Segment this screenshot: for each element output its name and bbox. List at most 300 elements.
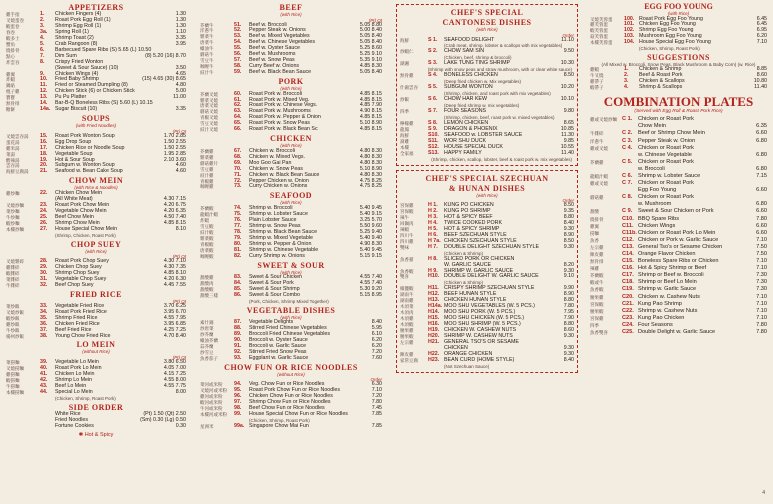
item-price: 9.35: [563, 207, 574, 214]
item-number: 87.: [234, 319, 242, 326]
item-chinese-name: 叉燒蛋卷: [6, 17, 24, 23]
item-number: 17.: [40, 144, 48, 151]
item-price: 4.30 7.35: [163, 263, 186, 270]
item-chinese-name: 燒排骨: [590, 216, 604, 222]
item-price: 8.50: [563, 72, 574, 79]
item-chinese-name: 雞或叉燒: [590, 181, 608, 187]
item-number: C 6.: [622, 172, 633, 179]
item-name: DOUBLE DELIGHT W. GARLIC SAUCE: [444, 273, 539, 280]
item-number: S 9.: [428, 125, 438, 132]
item-chinese-name: 蠔油芥蘭: [200, 338, 218, 344]
item-price: 11.10: [561, 36, 574, 43]
item-name: (Chicken & Shrimp): [444, 280, 484, 286]
item-price: 4.75 8.25: [359, 177, 382, 184]
item-price: 7.30: [756, 286, 767, 293]
item-chinese-name: 唐菜叉燒: [200, 103, 218, 109]
item-chinese-name: 牛河或米粉: [200, 406, 223, 412]
item-price: [572, 364, 574, 370]
item-number: 4.: [624, 84, 629, 91]
item-chinese-name: 本樓: [400, 144, 409, 150]
item-name: Roast Pork Wonton Soup: [55, 132, 115, 139]
item-name: Curry Shrimp w. Onions: [249, 252, 305, 259]
item-number: 6.: [40, 46, 45, 53]
item-chinese-name: 牛炒麵: [6, 214, 20, 220]
item-price: 9.50: [563, 48, 574, 55]
item-chinese-name: 菜湯: [6, 151, 15, 157]
item-number: 33.: [40, 302, 48, 309]
item-name: Chicken Wings: [638, 222, 676, 229]
item-name: KUNG PO SHRIMP: [444, 207, 491, 214]
item-price: 8.50: [563, 237, 574, 244]
item-name: GENERAL TSO'S OR SESAME: [444, 338, 519, 345]
item-name: MOO SHU SHRIMP (W. 5 PCS.): [444, 321, 521, 328]
item-name: DRAGON & PHOENIX: [444, 125, 498, 132]
item-number: 79.: [234, 234, 242, 241]
beef-header: (Pt) Qt: [368, 17, 382, 23]
item-chinese-name: 糖餅: [6, 107, 15, 113]
item-chinese-name: 檸檬雞: [400, 120, 414, 126]
item-name: SHRIMP W. GARLIC SAUCE: [444, 267, 514, 274]
item-name: (Chicken, beef, shrimp & broccoli): [444, 55, 512, 61]
item-chinese-name: 雲吞湯: [6, 163, 20, 169]
menu-item: [590, 258, 767, 265]
item-price: 7.10: [756, 236, 767, 243]
item-chinese-name: 牛雜碎: [590, 131, 604, 137]
item-price: 11.00: [173, 94, 186, 101]
item-name: Barbecued Spare Ribs (S) 5.65 (L) 10.50: [55, 46, 152, 53]
pork-subtitle: (with Rice): [280, 86, 302, 92]
item-name: (Shrimp, Chicken, Roast Pork): [55, 232, 116, 238]
item-chinese-name: 四川牛: [400, 232, 414, 238]
item-chinese-name: 甜酸雞: [200, 275, 214, 280]
item-name: Broccoli Fried Chinese Vegetables: [249, 331, 330, 338]
item-number: C 8.: [622, 194, 633, 201]
item-number: S 5.: [428, 84, 438, 91]
item-price: (15) 4.65 (30) 8.65: [142, 76, 186, 83]
item-number: 78.: [234, 228, 242, 235]
item-name: Roast Pork w. Mushrooms: [249, 108, 311, 115]
item-price: 7.10: [756, 258, 767, 265]
item-number: 24.: [40, 207, 48, 214]
item-number: 3.: [624, 78, 629, 85]
cantonese-subtitle: (with Rice): [476, 27, 498, 32]
menu-item: [590, 85, 767, 91]
item-price: 5.15 9.15: [359, 252, 382, 259]
item-price: 8.85: [756, 66, 767, 73]
item-number: H22.: [428, 350, 440, 357]
item-chinese-name: 豉汁牛: [200, 70, 214, 76]
item-number: 31.: [40, 275, 48, 282]
item-name: Beef w. Chinese Vegetables: [249, 39, 315, 46]
item-price: 7.10: [756, 300, 767, 307]
item-name: Shrimp w. Mixed Vegetable: [249, 234, 313, 241]
item-number: [428, 364, 444, 370]
item-chinese-name: 雜菜叉燒: [200, 97, 218, 103]
item-price: 6.80: [756, 151, 767, 158]
chicken-list: [200, 149, 382, 191]
item-price: 6.20: [756, 33, 767, 40]
item-number: H14.: [428, 309, 440, 316]
item-name: Roast Pork w. Pepper & Onion: [249, 114, 321, 121]
item-price: 4.55 7.40: [359, 274, 382, 280]
item-price: 4.55 8.00: [163, 376, 186, 383]
item-number: 61.: [234, 96, 242, 103]
item-chinese-name: 本樓炒麵: [6, 226, 24, 232]
item-price: 4.85 8.15: [359, 90, 382, 97]
item-name: Sweet & Sour Combo: [249, 291, 300, 298]
szechuan-box: [396, 170, 578, 373]
item-number: 86.: [234, 291, 242, 298]
item-price: 4.80 8.30: [359, 153, 382, 160]
chicken-title: CHICKEN: [270, 134, 312, 144]
item-number: 15.: [40, 132, 48, 139]
item-name: CHICKEN HUNAN STYLE: [444, 297, 507, 304]
item-name: Chicken Lo Mein: [55, 370, 95, 377]
item-name: Beef w. Mixed Vegetables: [249, 33, 310, 40]
item-chinese-name: 蝦蛋卷: [6, 23, 20, 29]
item-number: 80.: [234, 240, 242, 247]
item-name: Roast Pork w. Broccoli: [249, 90, 302, 97]
item-price: 4.85 7.90: [359, 102, 382, 109]
item-number: [420, 157, 431, 163]
item-number: 82.: [234, 252, 242, 259]
item-name: Stirred Fried Snow Peas: [249, 349, 307, 356]
item-number: 68.: [234, 153, 242, 160]
item-number: C22.: [622, 307, 634, 314]
menu-item: [590, 329, 767, 336]
item-price: 8.10: [175, 225, 186, 232]
item-price: 11.40: [754, 84, 767, 91]
suggestions-list: [590, 67, 767, 91]
item-chinese-name: 湖南雞: [400, 298, 414, 304]
item-name: BONELESS CHICKEN: [444, 72, 498, 79]
item-name: Shrimp w. Pepper & Onion: [249, 240, 312, 247]
szechuan-title-2: & HUNAN DISHES: [448, 183, 526, 193]
item-name: Vegetable Chop Suey: [55, 275, 107, 282]
item-chinese-name: 芥蘭蝦: [200, 205, 214, 211]
item-name: Chicken Chop Suey: [55, 263, 102, 270]
item-number: 91.: [234, 343, 242, 350]
item-name: Chicken w. Cashew Nuts: [638, 293, 700, 300]
beef-subtitle: (with Rice): [280, 12, 302, 17]
item-number: 88.: [234, 325, 242, 332]
menu-item: [590, 315, 767, 322]
sweet-sour-list: [200, 275, 382, 305]
item-chinese-name: [590, 123, 622, 130]
item-name: Shrimp w. Broccoli: [249, 204, 293, 211]
menu-item: [6, 424, 186, 430]
item-chinese-name: 左宗雞: [400, 339, 414, 345]
item-number: 71.: [234, 171, 242, 178]
item-chinese-name: 宮保蝦: [400, 208, 414, 214]
item-price: [184, 233, 186, 239]
item-name: Beef w. Black Bean Sauce: [249, 69, 312, 76]
item-chinese-name: 雙喜: [400, 274, 409, 280]
item-chinese-name: [590, 46, 624, 52]
item-number: H12.: [428, 291, 440, 298]
menu-item: [590, 201, 767, 208]
item-price: 9.30: [563, 350, 574, 357]
side-order-title: SIDE ORDER: [68, 402, 124, 412]
item-chinese-name: 雞蝦: [590, 67, 599, 73]
item-number: S 7.: [428, 107, 438, 114]
item-chinese-name: 叉燒炒飯: [6, 309, 24, 315]
item-name: Chicken & Scallops: [639, 78, 685, 85]
menu-item: [590, 244, 767, 251]
item-number: H14a.: [428, 303, 443, 310]
item-chinese-name: 叉燒雲吞湯: [6, 133, 29, 139]
item-number: 98.: [234, 405, 242, 412]
item-chinese-name: 雪豆蝦: [200, 223, 214, 229]
item-chinese-name: 芥蘭牛: [200, 22, 214, 28]
item-price: 10.10: [560, 96, 574, 103]
item-name: Shrimp w. Lobster Sauce: [638, 172, 701, 179]
item-price: 3.50: [175, 64, 186, 71]
item-chinese-name: 菜炒飯: [6, 303, 20, 309]
item-name: (Chicken, Shrimp, Roast Pork): [639, 46, 700, 52]
item-name: (All White Meat): [55, 195, 93, 202]
item-name: Special Lo Mein: [55, 388, 93, 395]
item-chinese-name: 蠔油牛: [200, 46, 214, 52]
item-price: 1.70 2.85: [163, 132, 186, 139]
pork-title: PORK: [278, 77, 304, 87]
item-number: 81.: [234, 246, 242, 253]
item-number: 44.: [40, 388, 48, 395]
item-price: 9.30: [563, 225, 574, 232]
item-chinese-name: 木須菜: [400, 304, 414, 310]
item-number: 101.: [624, 21, 635, 28]
item-chinese-name: 魚香蝦: [590, 287, 604, 293]
appetizers-title: APPETIZERS: [68, 3, 124, 12]
item-price: 9.90: [563, 285, 574, 292]
item-chinese-name: 芥蘭雞: [200, 148, 214, 154]
item-price: 6.60: [756, 222, 767, 229]
item-chinese-name: 雞芙蓉蛋: [590, 22, 608, 28]
item-name: HAPPY FAMILY: [444, 149, 482, 156]
item-chinese-name: 海鮮豆腐湯: [6, 169, 29, 175]
item-name: Shrimp or Beef Lo Mein: [638, 279, 697, 286]
item-number: 83.: [234, 274, 242, 280]
item-name: Beef w. Oyster Sauce: [249, 45, 300, 52]
item-price: 9.10: [563, 273, 574, 280]
item-chinese-name: 宮保蝦: [590, 301, 604, 307]
item-number: [40, 396, 55, 402]
item-number: C25.: [622, 329, 634, 336]
item-chinese-name: 雞河或米粉: [200, 394, 223, 400]
item-name: WOR SHU DUCK: [444, 137, 487, 144]
item-name: Shrimp w. Chinese Vegetable: [249, 246, 319, 253]
item-price: 7.85: [371, 411, 382, 418]
item-name: Chicken Stick (6) or Chicken Stick: [55, 88, 135, 95]
menu-item: [590, 145, 767, 152]
item-chinese-name: 雜菜雞: [200, 154, 214, 160]
item-name: HOT & SPICY SHRIMP: [444, 225, 500, 232]
item-price: [380, 299, 382, 305]
item-number: 103.: [624, 33, 635, 40]
item-price: 4.85 8.15: [359, 114, 382, 121]
item-name: House Special Egg Foo Young: [639, 39, 711, 46]
item-price: 5.05 8.40: [359, 69, 382, 76]
item-name: Crab Rangoon (8): [55, 40, 98, 47]
item-price: 4.30 7.10: [163, 258, 186, 264]
item-name: Shrimp or Beef w. Broccoli: [638, 272, 704, 279]
item-name: (Chicken, Shrimp, Roast Pork): [249, 418, 310, 424]
item-number: S12.: [428, 143, 439, 150]
item-chinese-name: 雙味: [400, 244, 409, 250]
item-chinese-name: 牛撈麵: [6, 383, 20, 389]
item-price: 4.60: [175, 168, 186, 175]
item-price: 11.30: [561, 131, 574, 138]
item-price: 8.00: [175, 388, 186, 395]
item-number: 97.: [234, 399, 242, 406]
item-chinese-name: 雞翼: [6, 71, 15, 77]
item-number: 2.: [40, 16, 45, 23]
menu-item: [6, 283, 186, 289]
item-name: TWICE COOKED PORK: [444, 219, 502, 226]
item-chinese-name: [590, 187, 622, 194]
item-chinese-name: [400, 364, 428, 370]
item-name: FOUR SEASONS: [444, 107, 487, 114]
item-chinese-name: 蝦炒飯: [6, 315, 20, 321]
item-chinese-name: 咖喱牛: [200, 64, 214, 70]
item-number: 85.: [234, 285, 242, 292]
item-price: 9.80: [563, 107, 574, 114]
item-chinese-name: 雪豆叉燒: [200, 121, 218, 127]
item-name: MOO SHU CHICKEN (W. 5 PCS.): [444, 315, 525, 322]
item-chinese-name: 菜撈麵: [6, 359, 20, 365]
item-chinese-name: 陳皮雞: [400, 351, 414, 357]
chow-mein-list: [6, 191, 186, 239]
sweet-sour-subtitle: (with Rice): [280, 269, 302, 275]
item-name: Pepper Chicken w. Onion: [249, 177, 309, 184]
item-name: Roast Pork w. Chinese Vegs.: [249, 102, 318, 109]
item-price: 7.80: [756, 329, 767, 336]
item-chinese-name: 叉燒芙蓉蛋: [590, 16, 613, 22]
item-name: Chicken or Pork w. Garlic Sauce: [638, 236, 719, 243]
item-number: C11.: [622, 222, 634, 229]
item-number: H 3.: [428, 213, 438, 220]
item-chinese-name: 雪豆雞: [200, 166, 214, 172]
item-number: H21.: [428, 338, 440, 345]
item-name: Chicken or Roast Pork: [638, 116, 694, 123]
item-chinese-name: 菇芙蓉蛋: [590, 34, 608, 40]
lo-mein-subtitle: (without Rice): [82, 349, 110, 355]
egg-foo-young-subtitle: (with Rice): [667, 11, 690, 16]
item-number: 35.: [40, 314, 48, 321]
item-price: 8.80: [563, 213, 574, 220]
item-number: [622, 187, 638, 194]
item-number: H13.: [428, 297, 440, 304]
item-number: C 4.: [622, 144, 633, 151]
item-name: Sugar Biscuit (10): [55, 106, 98, 113]
item-name: HOT & SPICY BEEF: [444, 213, 493, 220]
item-price: 1.30: [175, 11, 186, 17]
item-number: H11.: [428, 285, 439, 292]
item-price: 9.30: [563, 267, 574, 274]
item-price: 8.80: [563, 297, 574, 304]
item-chinese-name: 腰果蝦: [400, 333, 414, 339]
item-name: Seafood w. Bean Cake Soup: [55, 168, 123, 175]
item-number: H15.: [428, 315, 440, 322]
item-name: Fried or Steamed Dumpling (8): [55, 82, 128, 89]
item-price: 6.35: [756, 123, 767, 130]
item-chinese-name: 棍子雞: [6, 89, 20, 95]
item-name: CHOW HAR KEW: [444, 96, 487, 103]
chow-fun-subtitle: (without Rice): [277, 371, 305, 377]
item-chinese-name: 楊州炒飯: [6, 333, 24, 339]
item-name: Roast Pork Egg Roll (1): [55, 16, 111, 23]
item-chinese-name: 炒飯: [400, 97, 409, 103]
item-name: BBQ Spare Ribs: [638, 215, 680, 222]
menu-item: [590, 46, 767, 52]
item-name: White Rice: [55, 410, 81, 417]
item-number: 14.: [40, 100, 48, 107]
item-chinese-name: 甜酸三樣: [200, 292, 218, 298]
item-number: 63.: [234, 108, 242, 115]
item-price: [765, 180, 767, 187]
item-price: (Pt) 1.50 (Qt) 2.50: [143, 410, 186, 417]
item-price: 5.00 8.40: [359, 27, 382, 34]
item-number: 27.: [40, 225, 48, 232]
item-name: Singapore Chow Mai Fun: [249, 423, 309, 430]
item-number: H 2.: [428, 207, 438, 214]
item-name: Spring Roll (1): [55, 28, 89, 35]
item-chinese-name: 牛炒飯: [6, 327, 20, 333]
item-chinese-name: 青椒雞: [200, 178, 214, 184]
item-number: 54.: [234, 39, 242, 46]
item-number: 69.: [234, 159, 242, 166]
item-name: CRISPY SHRIMP SZECHUAN STYLE: [444, 285, 535, 292]
item-name: Chicken Fingers (4): [55, 11, 102, 17]
item-price: 0.30: [175, 422, 186, 429]
item-name: Roast Pork Fried Rice: [55, 308, 107, 315]
column-3: [392, 2, 582, 502]
item-name: Chicken Chow Mein: [55, 189, 103, 196]
item-chinese-name: 蝦多士: [6, 35, 20, 41]
item-price: 3.70 6.25: [163, 302, 186, 309]
item-price: 6.80: [756, 137, 767, 144]
item-price: 7.50: [756, 243, 767, 250]
suggestions-title: SUGGESTIONS: [647, 53, 710, 63]
item-chinese-name: 雞或叉燒: [590, 145, 608, 151]
item-price: [184, 396, 186, 402]
sweet-sour-title: SWEET & SOUR: [257, 260, 325, 270]
item-price: 1.50 2.55: [163, 138, 186, 145]
item-number: 99.: [234, 411, 242, 418]
item-number: C11b.: [622, 229, 637, 236]
item-chinese-name: 叉燒撈麵: [6, 365, 24, 371]
item-number: [624, 46, 639, 52]
item-price: 7.10: [756, 39, 767, 46]
item-number: 43.: [40, 382, 48, 389]
item-price: 8.20: [563, 261, 574, 268]
item-name: Vegetable Soup: [55, 150, 93, 157]
item-price: 5.50 9.60: [359, 222, 382, 229]
item-chinese-name: 芥蘭雞: [590, 159, 604, 165]
item-name: Shrimp Egg Roll (1): [55, 22, 102, 29]
item-chinese-name: 海鮮: [400, 132, 409, 138]
item-number: 84.: [234, 279, 242, 286]
szechuan-list: [400, 203, 574, 370]
menu-item: [6, 233, 186, 239]
item-name: MOO SHU VEGETABLES (W. 5 PCS.): [444, 303, 535, 310]
item-chinese-name: 湖南牛: [400, 292, 414, 298]
combo-title: COMBINATION PLATES: [603, 94, 754, 110]
lo-mein-title: LO MEIN: [76, 340, 116, 350]
item-number: 55.: [234, 45, 242, 52]
item-chinese-name: 海鮮: [400, 37, 409, 43]
item-price: 7.80: [563, 303, 574, 310]
